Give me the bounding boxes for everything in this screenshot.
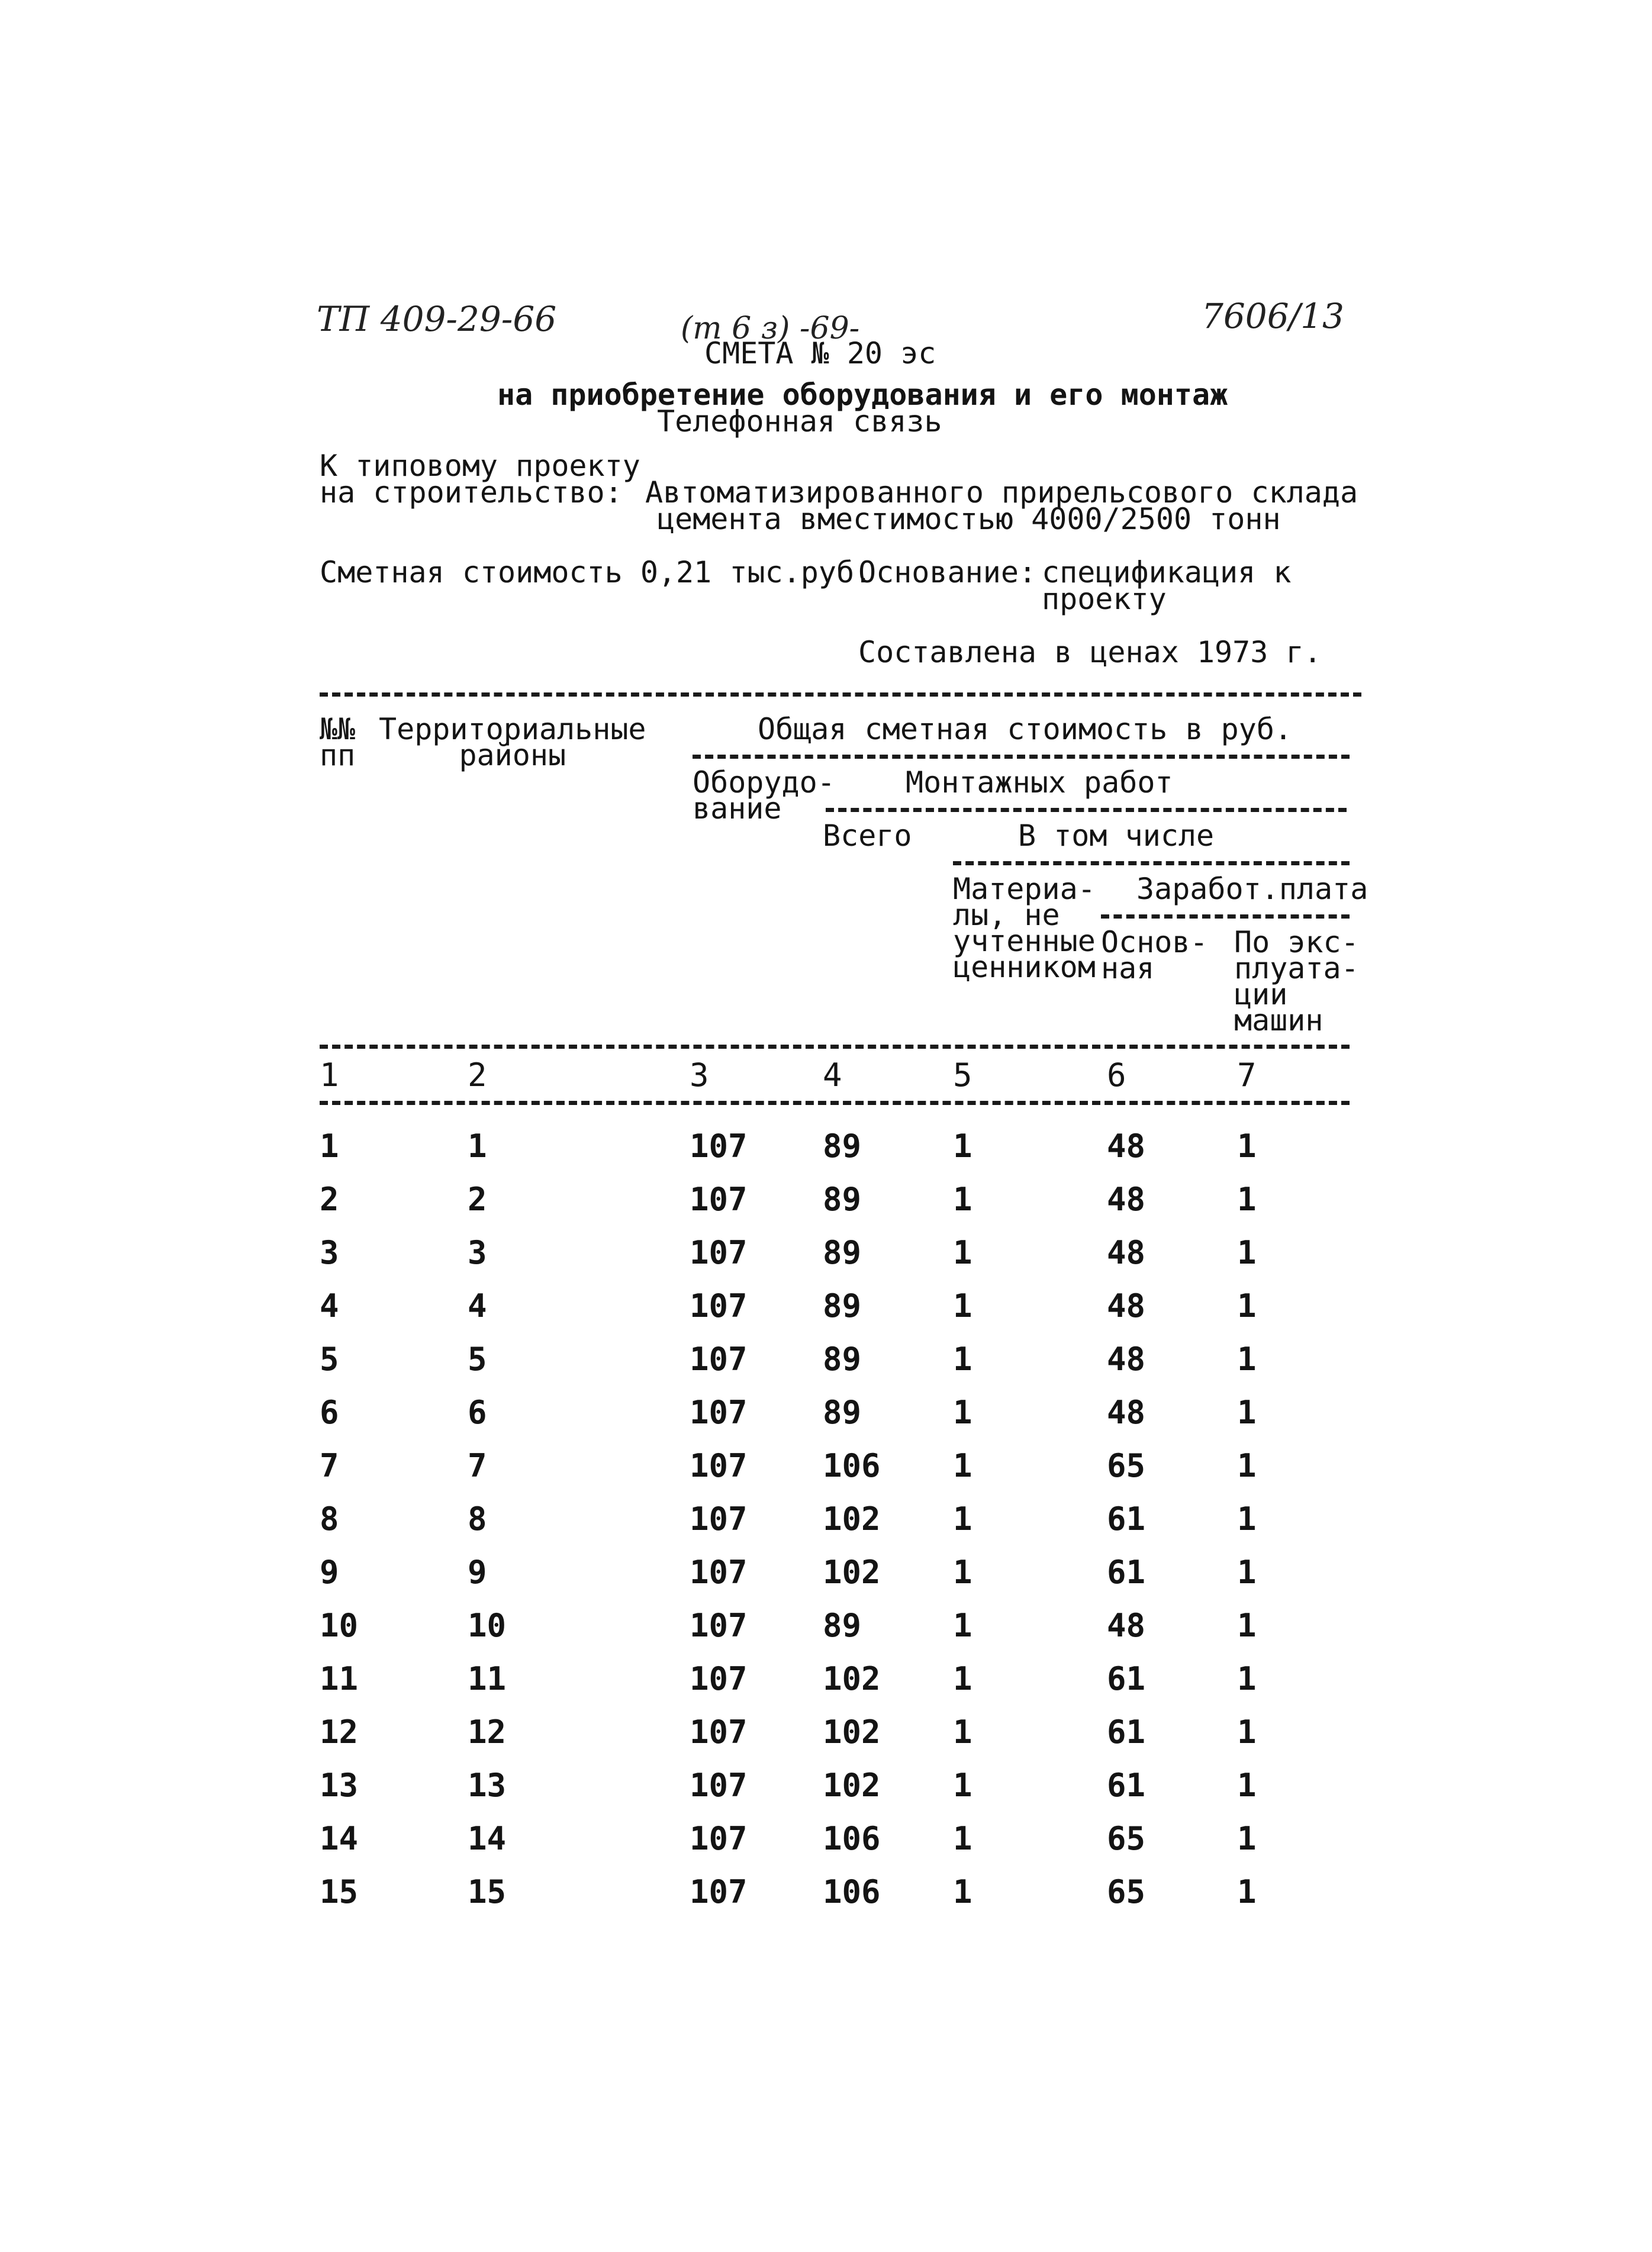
table-cell: 1 bbox=[953, 1500, 972, 1538]
header-wages: Заработ.плата bbox=[1136, 872, 1368, 906]
table-cell: 1 bbox=[953, 1394, 972, 1431]
table-cell: 6 bbox=[320, 1394, 339, 1431]
table-cell: 2 bbox=[468, 1181, 487, 1218]
table-cell: 89 bbox=[823, 1234, 862, 1271]
table-cell: 106 bbox=[823, 1820, 881, 1857]
table-cell: 2 bbox=[320, 1181, 339, 1218]
column-number: 1 bbox=[320, 1056, 339, 1094]
table-cell: 14 bbox=[468, 1820, 507, 1857]
header-regions: Территориальные районы bbox=[379, 712, 646, 772]
table-cell: 8 bbox=[320, 1500, 339, 1538]
table-cell: 1 bbox=[1237, 1767, 1257, 1804]
table-cell: 89 bbox=[823, 1287, 862, 1325]
table-cell: 1 bbox=[1237, 1820, 1257, 1857]
table-cell: 1 bbox=[953, 1234, 972, 1271]
document-title: СМЕТА № 20 эс bbox=[704, 336, 936, 370]
table-cell: 1 bbox=[953, 1660, 972, 1697]
table-cell: 1 bbox=[320, 1127, 339, 1165]
project-label-2: на строительство: bbox=[320, 475, 623, 510]
table-cell: 107 bbox=[690, 1341, 748, 1378]
table-cell: 107 bbox=[690, 1447, 748, 1484]
table-cell: 107 bbox=[690, 1181, 748, 1218]
header-num: №№ пп bbox=[320, 712, 356, 772]
table-cell: 13 bbox=[468, 1767, 507, 1804]
table-cell: 65 bbox=[1107, 1447, 1146, 1484]
header-basic: Основ- ная bbox=[1101, 925, 1208, 985]
table-cell: 65 bbox=[1107, 1820, 1146, 1857]
table-cell: 1 bbox=[1237, 1660, 1257, 1697]
table-cell: 1 bbox=[1237, 1341, 1257, 1378]
table-cell: 102 bbox=[823, 1713, 881, 1751]
table-cell: 107 bbox=[690, 1607, 748, 1644]
table-cell: 48 bbox=[1107, 1341, 1146, 1378]
table-cell: 5 bbox=[468, 1341, 487, 1378]
table-cell: 3 bbox=[468, 1234, 487, 1271]
table-cell: 107 bbox=[690, 1287, 748, 1325]
table-cell: 1 bbox=[953, 1607, 972, 1644]
table-cell: 6 bbox=[468, 1394, 487, 1431]
project-code: ТП 409-29-66 bbox=[317, 299, 557, 339]
table-cell: 1 bbox=[953, 1287, 972, 1325]
table-cell: 9 bbox=[468, 1554, 487, 1591]
table-cell: 107 bbox=[690, 1127, 748, 1165]
table-cell: 61 bbox=[1107, 1660, 1146, 1697]
table-cell: 15 bbox=[320, 1873, 359, 1911]
table-cell: 89 bbox=[823, 1127, 862, 1165]
table-cell: 61 bbox=[1107, 1767, 1146, 1804]
table-cell: 1 bbox=[953, 1820, 972, 1857]
column-number: 7 bbox=[1237, 1056, 1257, 1094]
prices-note: Составлена в ценах 1973 г. bbox=[858, 635, 1322, 669]
table-cell: 107 bbox=[690, 1820, 748, 1857]
table-cell: 4 bbox=[468, 1287, 487, 1325]
table-cell: 102 bbox=[823, 1660, 881, 1697]
table-cell: 107 bbox=[690, 1713, 748, 1751]
header-including: В том числе bbox=[1018, 819, 1215, 853]
table-cell: 65 bbox=[1107, 1873, 1146, 1911]
table-cell: 1 bbox=[953, 1341, 972, 1378]
table-cell: 1 bbox=[1237, 1500, 1257, 1538]
table-cell: 1 bbox=[1237, 1554, 1257, 1591]
basis-label: Основание: bbox=[858, 555, 1037, 589]
estimated-cost: Сметная стоимость 0,21 тыс.руб. bbox=[320, 555, 872, 589]
table-cell: 106 bbox=[823, 1447, 881, 1484]
table-cell: 1 bbox=[953, 1554, 972, 1591]
column-number: 5 bbox=[953, 1056, 972, 1094]
header-materials: Материа- лы, не учтенные ценником bbox=[953, 872, 1096, 984]
table-cell: 1 bbox=[1237, 1447, 1257, 1484]
table-cell: 3 bbox=[320, 1234, 339, 1271]
table-cell: 14 bbox=[320, 1820, 359, 1857]
basis-value: спецификация к bbox=[1042, 555, 1292, 589]
header-total-cost: Общая сметная стоимость в руб. bbox=[758, 712, 1293, 746]
table-cell: 1 bbox=[953, 1447, 972, 1484]
table-cell: 7 bbox=[320, 1447, 339, 1484]
table-cell: 61 bbox=[1107, 1713, 1146, 1751]
table-cell: 1 bbox=[1237, 1713, 1257, 1751]
table-cell: 10 bbox=[468, 1607, 507, 1644]
table-cell: 1 bbox=[953, 1127, 972, 1165]
table-cell: 13 bbox=[320, 1767, 359, 1804]
table-cell: 48 bbox=[1107, 1181, 1146, 1218]
table-cell: 61 bbox=[1107, 1554, 1146, 1591]
table-cell: 10 bbox=[320, 1607, 359, 1644]
table-cell: 1 bbox=[1237, 1127, 1257, 1165]
table-cell: 8 bbox=[468, 1500, 487, 1538]
header-rule-2 bbox=[826, 808, 1347, 812]
header-rule-1 bbox=[693, 755, 1350, 759]
table-cell: 106 bbox=[823, 1873, 881, 1911]
column-number: 2 bbox=[468, 1056, 487, 1094]
table-cell: 1 bbox=[1237, 1287, 1257, 1325]
table-cell: 1 bbox=[1237, 1234, 1257, 1271]
table-cell: 11 bbox=[468, 1660, 507, 1697]
table-cell: 48 bbox=[1107, 1287, 1146, 1325]
header-rule-4 bbox=[1101, 914, 1350, 919]
table-cell: 107 bbox=[690, 1234, 748, 1271]
table-cell: 107 bbox=[690, 1500, 748, 1538]
table-cell: 48 bbox=[1107, 1234, 1146, 1271]
column-numbers-rule-top bbox=[320, 1045, 1350, 1049]
table-cell: 1 bbox=[468, 1127, 487, 1165]
table-cell: 107 bbox=[690, 1873, 748, 1911]
table-cell: 12 bbox=[320, 1713, 359, 1751]
table-cell: 89 bbox=[823, 1341, 862, 1378]
table-cell: 107 bbox=[690, 1660, 748, 1697]
sheet-mark: (т 6 з) -69- bbox=[681, 311, 860, 346]
table-cell: 48 bbox=[1107, 1607, 1146, 1644]
table-cell: 61 bbox=[1107, 1500, 1146, 1538]
table-cell: 1 bbox=[953, 1181, 972, 1218]
table-cell: 89 bbox=[823, 1394, 862, 1431]
table-cell: 1 bbox=[953, 1713, 972, 1751]
project-name: Автоматизированного прирельсового склада bbox=[645, 475, 1358, 510]
archive-number: 7606/13 bbox=[1202, 296, 1344, 336]
table-cell: 107 bbox=[690, 1394, 748, 1431]
column-number: 6 bbox=[1107, 1056, 1126, 1094]
table-cell: 11 bbox=[320, 1660, 359, 1697]
column-number: 4 bbox=[823, 1056, 842, 1094]
table-cell: 4 bbox=[320, 1287, 339, 1325]
table-cell: 107 bbox=[690, 1554, 748, 1591]
document-subtitle-2: Телефонная связь bbox=[657, 404, 942, 439]
table-cell: 89 bbox=[823, 1181, 862, 1218]
table-cell: 15 bbox=[468, 1873, 507, 1911]
project-name-2: цемента вместимостью 4000/2500 тонн bbox=[657, 502, 1281, 536]
column-number: 3 bbox=[690, 1056, 709, 1094]
table-cell: 1 bbox=[953, 1767, 972, 1804]
table-cell: 89 bbox=[823, 1607, 862, 1644]
header-machines: По экс- плуата- ции машин bbox=[1234, 925, 1359, 1038]
table-cell: 5 bbox=[320, 1341, 339, 1378]
header-installation: Монтажных работ bbox=[906, 765, 1173, 800]
basis-value-2: проекту bbox=[1042, 582, 1167, 616]
header-rule-3 bbox=[953, 861, 1350, 865]
table-cell: 107 bbox=[690, 1767, 748, 1804]
header-equipment: Оборудо- вание bbox=[693, 765, 835, 826]
table-cell: 9 bbox=[320, 1554, 339, 1591]
header-all: Всего bbox=[823, 819, 912, 853]
table-cell: 48 bbox=[1107, 1394, 1146, 1431]
table-top-rule bbox=[320, 692, 1361, 697]
table-cell: 102 bbox=[823, 1767, 881, 1804]
column-numbers-rule-bottom bbox=[320, 1101, 1350, 1105]
project-label: К типовому проекту bbox=[320, 449, 640, 483]
document-subtitle: на приобретение оборудования и его монтаж bbox=[497, 378, 1228, 412]
table-cell: 12 bbox=[468, 1713, 507, 1751]
table-cell: 102 bbox=[823, 1554, 881, 1591]
table-cell: 1 bbox=[953, 1873, 972, 1911]
table-cell: 102 bbox=[823, 1500, 881, 1538]
table-cell: 1 bbox=[1237, 1394, 1257, 1431]
table-cell: 1 bbox=[1237, 1181, 1257, 1218]
table-cell: 1 bbox=[1237, 1607, 1257, 1644]
table-cell: 1 bbox=[1237, 1873, 1257, 1911]
table-cell: 48 bbox=[1107, 1127, 1146, 1165]
table-cell: 7 bbox=[468, 1447, 487, 1484]
